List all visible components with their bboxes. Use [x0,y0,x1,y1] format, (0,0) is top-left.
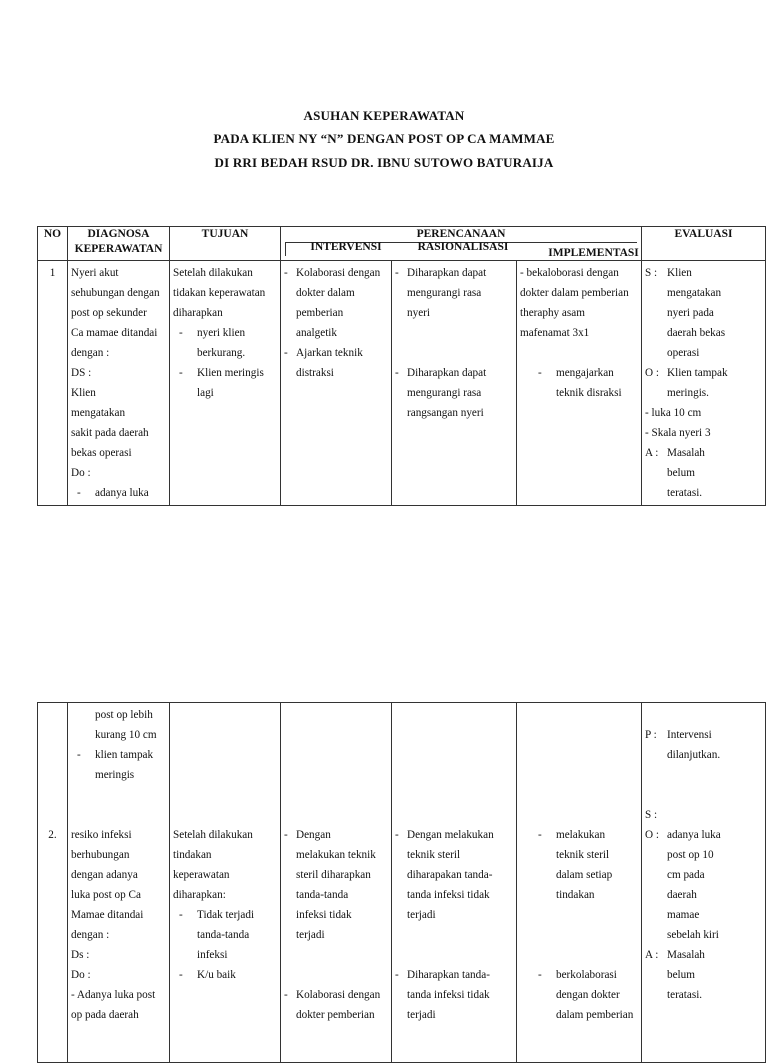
row1-tujuan: Setelah dilakukan tidakan keperawatan diharapkan - nyeri klien berkurang. - Klien meringis lagi [170,261,281,506]
row2-no: 2. [38,703,68,1063]
header-row [38,227,766,261]
header-tujuan: TUJUAN [170,227,281,261]
row1-no: 1 [38,261,68,506]
row1-evaluasi: S : Klien mengatakan nyeri pada daerah bekas operasi O : Klien tampak meringis. - luka 10 cm - Skala nyeri 3 A : Masalah belum teratasi. [642,261,766,506]
row2-diagnosa: post op lebih kurang 10 cm - klien tampak meringis resiko infeksi berhubungan dengan adanya luka post op Ca Mamae ditandai dengan : Ds : Do : - Adanya luka post op pada daerah [68,703,170,1063]
row2-intervensi: - Dengan melakukan teknik steril diharapkan tanda-tanda infeksi tidak terjadi - Kolaborasi dengan dokter pemberian [281,703,392,1063]
row1-intervensi: - Kolaborasi dengan dokter dalam pemberian analgetik - Ajarkan teknik distraksi [281,261,392,506]
care-plan-table-page-1 [37,226,766,506]
care-plan-table-page-2 [37,702,766,1063]
row1-diagnosa: Nyeri akut sehubungan dengan post op sekunder Ca mamae ditandai dengan : DS : Klien mengatakan sakit pada daerah bekas operasi Do : - adanya luka [68,261,170,506]
row2-rasionalisasi: - Dengan melakukan teknik steril diharapakan tanda- tanda infeksi tidak terjadi - Diharapkan tanda- tanda infeksi tidak terjadi [392,703,517,1063]
title-line-3: DI RRI BEDAH RSUD DR. IBNU SUTOWO BATURAIJA [214,155,554,170]
row1-rasionalisasi: - Diharapkan dapat mengurangi rasa nyeri - Diharapkan dapat mengurangi rasa rangsangan nyeri [392,261,517,506]
table-row [38,703,766,1063]
header-intervensi: INTERVENSI [310,241,382,253]
header-no: NO [38,227,68,261]
header-evaluasi: EVALUASI [642,227,766,261]
row1-implementasi: - bekaloborasi dengan dokter dalam pemberian theraphy asam mafenamat 3x1 - mengajarkan teknik disraksi [517,261,642,506]
table-row [38,261,766,506]
header-diagnosa: DIAGNOSA KEPERAWATAN [68,227,170,261]
title-line-1: ASUHAN KEPERAWATAN [303,108,465,123]
title-line-2: PADA KLIEN NY “N” DENGAN POST OP CA MAMMAE [213,131,555,146]
row2-implementasi: - melakukan teknik steril dalam setiap tindakan - berkolaborasi dengan dokter dalam pemberian [517,703,642,1063]
row2-tujuan: Setelah dilakukan tindakan keperawatan diharapkan: - Tidak terjadi tanda-tanda infeksi - K/u baik [170,703,281,1063]
header-perencanaan: PERENCANAAN INTERVENSI RASIONALISASI IMPLEMENTASI [281,227,642,261]
header-rasionalisasi: RASIONALISASI [417,241,509,253]
row2-evaluasi: P : Intervensi dilanjutkan. S : O : adanya luka post op 10 cm pada daerah mamae sebelah kiri A : Masalah belum teratasi. [642,703,766,1063]
header-implementasi: IMPLEMENTASI [548,247,639,259]
